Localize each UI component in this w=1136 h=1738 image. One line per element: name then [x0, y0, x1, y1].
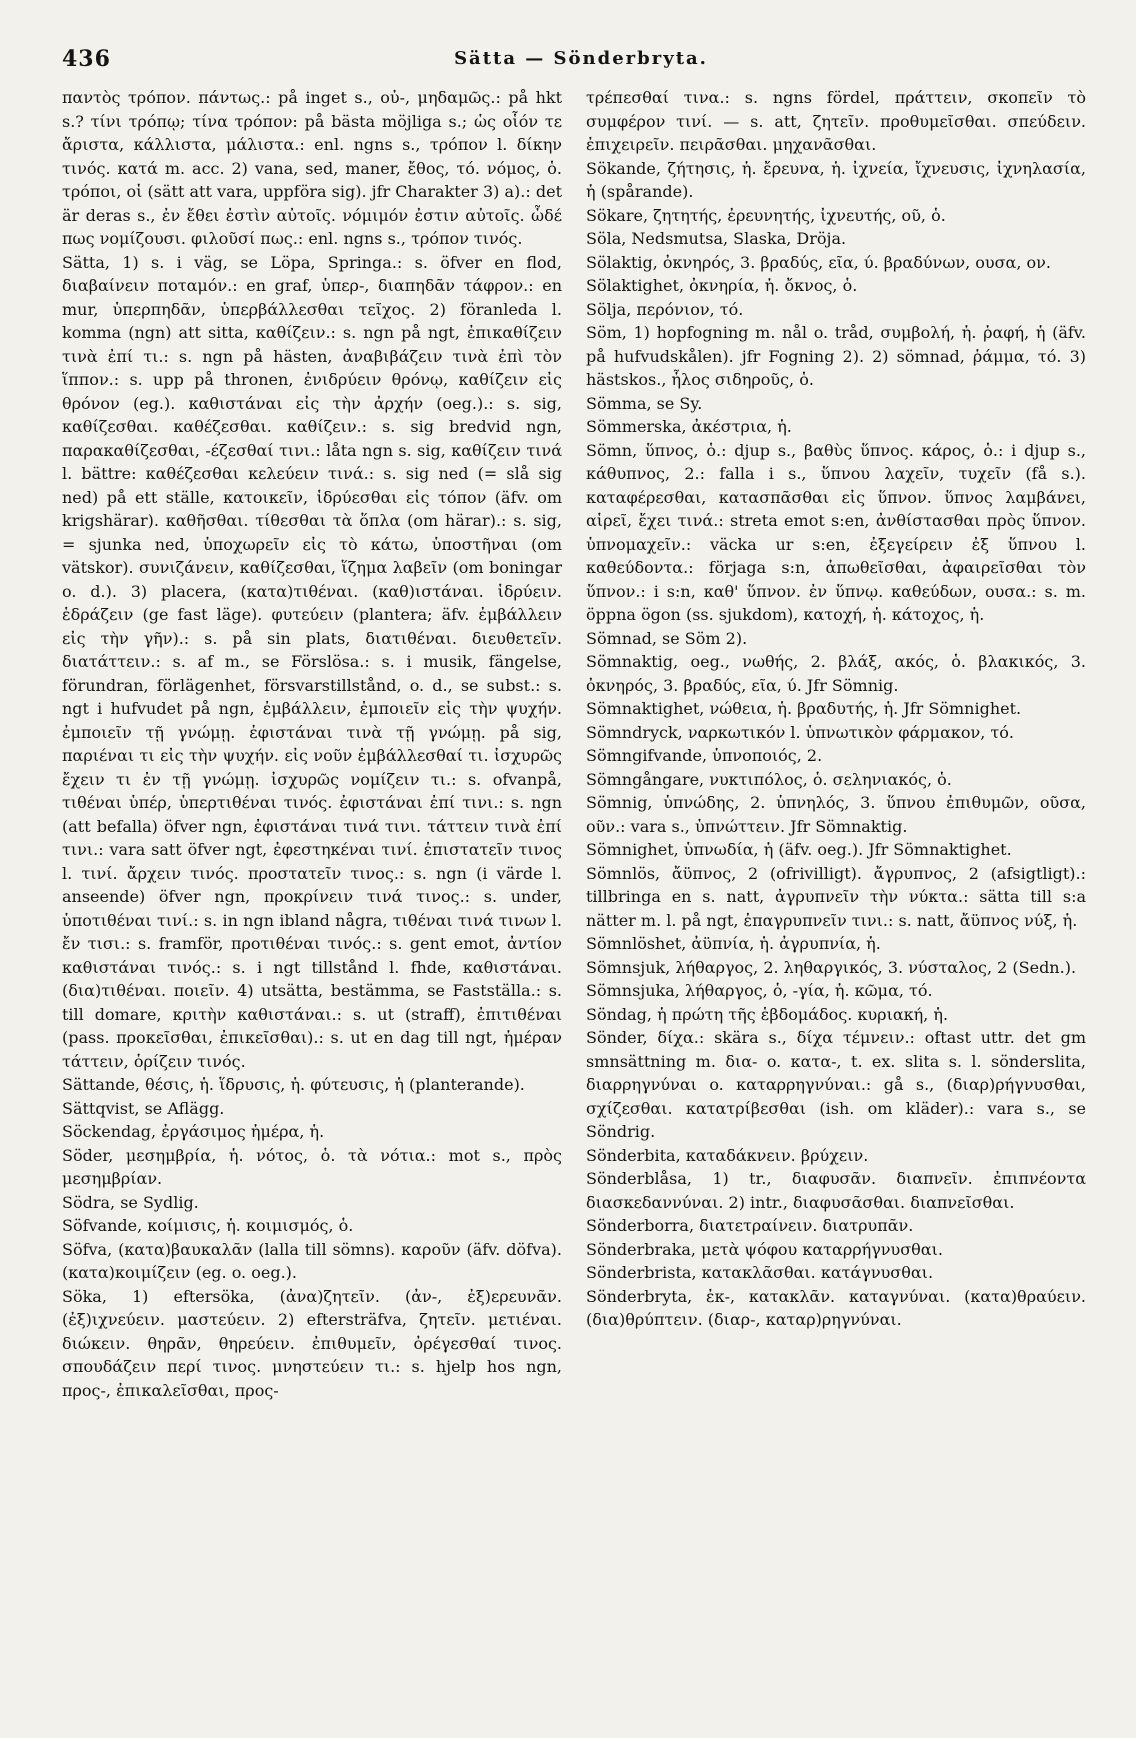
dictionary-entry: Sönderbrista, κατακλᾶσθαι. κατάγνυσθαι.	[586, 1263, 934, 1282]
dictionary-entry: Sömma, se Sy.	[586, 393, 703, 413]
dictionary-entry: Sömnlöshet, ἀϋπνία, ἡ. ἀγρυπνία, ἡ.	[586, 934, 881, 953]
left-column	[62, 86, 562, 1402]
dictionary-entry: Sömndryck, ναρκωτικόν l. ὑπνωτικὸν φάρμακον, τό.	[586, 722, 1014, 742]
dictionary-entry: Söckendag, ἐργάσιμος ἡμέρα, ἡ.	[62, 1122, 325, 1141]
dictionary-entry: Sönderblåsa, 1) tr., διαφυσᾶν. διαπνεῖν. ἐπιπνέοντα διασκεδαννύναι. 2) intr., διαφυσᾶσθαι. διαπνεῖσθαι.	[586, 1169, 1086, 1212]
dictionary-entry: τρέπεσθαί τινα.: s. ngns fördel, πράττειν, σκοπεῖν τὸ συμφέρον τινί. — s. att, ζητεῖν. προθυμεῖσθαι. σπεύδειν. ἐπιχειρεῖν. πειρᾶσθαι. μηχανᾶσθαι.	[586, 88, 1086, 154]
dictionary-entry: Sätta, 1) s. i väg, se Löpa, Springa.: s. öfver en flod, διαβαίνειν ποταμόν.: en graf, ὑπερ-, διαπηδᾶν τάφρον.: en mur, ὑπερπηδᾶν, ὑπερβάλλεσθαι τεῖχος. 2) föranleda l. komma (ngn) att sitta, καθίζειν.: s. ngn på ngt, ἐπικαθίζειν τινὰ ἐπί τι.: s. ngn på hästen, ἀναβιβάζειν τινὰ ἐπὶ τὸν ἵππον.: s. upp på thronen, ἐνιδρύειν θρόνῳ, καθίζειν εἰς θρόνον (eg.). καθιστάναι εἰς τὴν ἀρχήν (oeg.).: s. sig, καθίζεσθαι. καθέζεσθαι. καθίζειν.: s. sig bredvid ngn, παρακαθίζεσθαι, -έζεσθαί τινι.: låta ngn s. sig, καθίζειν τινά l. bättre: καθέζεσθαι κελεύειν τινά.: s. sig ned (= slå sig ned) på ett ställe, κατοικεῖν, ἱδρύεσθαι εἰς τόπον (äfv. om krigshärar). καθῆσθαι. τίθεσθαι τὰ ὅπλα (om härar).: s. sig, = sjunka ned, ὑποχωρεῖν εἰς τὸ κάτω, ὑποστῆναι (om vätskor). συνιζάνειν, καθίζεσθαι, ἵζημα λαβεῖν (om boningar o. d.). 3) placera, (κατα)τιθέναι. (καθ)ιστάναι. ἱδρύειν. ἑδράζειν (ge fast läge). φυτεύειν (plantera; äfv. ἐμβάλλειν εἰς τὴν γῆν).: s. på sin plats, διατιθέναι. διευθετεῖν. διατάττειν.: s. af m., se Förslösa.: s. i musik, fängelse, förundran, förlägenhet, försvarstillstånd, o. d., se subst.: s. ngt i hufvudet på ngn, ἐμβάλλειν, ἐμποιεῖν εἰς τὴν ψυχήν. ἐμποιεῖν τῇ γνώμῃ. ἐφιστάναι τινὰ τῇ γνώμῃ. på sig, παριέναι τι εἰς τὴν ψυχήν. εἰς νοῦν ἐμβάλλεσθαί τι. ἰσχυρῶς ἔχειν τι ἐν τῇ γνώμῃ. ἰσχυρῶς νομίζειν τι.: s. ofvanpå, τιθέναι ὑπέρ, ὑπερτιθέναι τινός. ἐφιστάναι ἐπί τινι.: s. ngn (att befalla) öfver ngn, ἐφιστάναι τινά τινι. τάττειν τινὰ ἐπί τινι.: vara satt öfver ngt, ἐφεστηκέναι τινί. ἐπιστατεῖν τινος l. τινί. ἄρχειν τινός. προστατεῖν τινος.: s. ngn (i värde l. anseende) öfver ngn, προκρίνειν τινά τινος.: s. under, ὑποτιθέναι τινί.: s. in ngn ibland några, τιθέναι τινά τινων l. ἔν τισι.: s. framför, προτιθέναι τινός.: s. gent emot, ἀντίον καθιστάναι τινός.: s. i ngt tillstånd l. fhde, καθιστάναι. (δια)τιθέναι. ποιεῖν. 4) utsätta, bestämma, se Fastställa.: s. till domare, κριτὴν καθιστάναι.: s. ut (straff), ἐπιτιθέναι (pass. προκεῖσθαι, ἐπικεῖσθαι).: s. ut en dag till ngt, ἡμέραν τάττειν, ὁρίζειν τινός.	[62, 252, 562, 1071]
dictionary-entry: Sömnad, se Söm 2).	[586, 628, 748, 648]
dictionary-entry: Sönderborra, διατετραίνειν. διατρυπᾶν.	[586, 1216, 914, 1235]
dictionary-entry: Söndag, ἡ πρώτη τῆς ἑβδομάδος. κυριακή, ἡ.	[586, 1004, 949, 1024]
dictionary-entry: Sömnsjuk, λήθαργος, 2. ληθαργικός, 3. νύσταλος, 2 (Sedn.).	[586, 957, 1077, 977]
dictionary-entry: Söfvande, κοίμισις, ἡ. κοιμισμός, ὁ.	[62, 1216, 354, 1235]
page-number: 436	[62, 46, 111, 72]
dictionary-entry: Sökare, ζητητής, ἐρευνητής, ἰχνευτής, οῦ, ὁ.	[586, 205, 946, 225]
dictionary-entry: Söla, Nedsmutsa, Slaska, Dröja.	[586, 229, 847, 248]
right-column	[586, 86, 1086, 1402]
dictionary-entry: Sömn, ὕπνος, ὁ.: djup s., βαθὺς ὕπνος. κάρος, ὁ.: i djup s., κάθυπνος, 2.: falla i s., ὕπνου λαχεῖν, τυχεῖν (få s.). καταφέρεσθαι, κατασπᾶσθαι εἰς ὕπνον. ὕπνος λαμβάνει, αἱρεῖ, ἔχει τινά.: streta emot s:en, ἀνθίστασθαι πρὸς ὕπνον. ὑπνομαχεῖν.: väcka ur s:en, ἐξεγείρειν ἐξ ὕπνου l. καθεύδοντα.: förjaga s:n, ἀπωθεῖσθαι, ἀφαιρεῖσθαι τὸν ὕπνον.: i s:n, καθ' ὕπνον. ἐν ὕπνῳ. καθεύδων, ουσα.: s. m. öppna ögon (ss. sjukdom), κατοχή, ἡ. κάτοχος, ἡ.	[586, 440, 1086, 624]
dictionary-entry: Sömngångare, νυκτιπόλος, ὁ. σεληνιακός, ὁ.	[586, 769, 952, 789]
dictionary-entry: Sönder, δίχα.: skära s., δίχα τέμνειν.: oftast uttr. det gm smnsättning m. δια- o. κατα-, t. ex. slita s. l. sönderslita, διαρρηγνύναι o. καταρρηγνύναι.: gå s., (διαρ)ρήγνυσθαι, σχίζεσθαι. κατατρίβεσθαι (ish. om kläder).: vara s., se Söndrig.	[586, 1028, 1086, 1141]
dictionary-entry: Sömnig, ὑπνώδης, 2. ὑπνηλός, 3. ὕπνου ἐπιθυμῶν, οῦσα, οῦν.: vara s., ὑπνώττειν. Jfr Sömnaktig.	[586, 793, 1086, 836]
dictionary-entry: Sömngifvande, ὑπνοποιός, 2.	[586, 746, 823, 765]
dictionary-entry: Sönderbita, καταδάκνειν. βρύχειν.	[586, 1145, 869, 1165]
dictionary-entry: Sökande, ζήτησις, ἡ. ἔρευνα, ἡ. ἰχνεία, ἴχνευσις, ἰχνηλασία, ἡ (spårande).	[586, 158, 1086, 201]
dictionary-entry: Sömnsjuka, λήθαργος, ὁ, -γία, ἡ. κῶμα, τό.	[586, 981, 933, 1000]
dictionary-entry: Södra, se Sydlig.	[62, 1192, 199, 1212]
text-columns	[62, 86, 1100, 1402]
dictionary-entry: Sömnaktig, oeg., νωθής, 2. βλάξ, ακός, ὁ. βλακικός, 3. ὀκνηρός, 3. βραδύς, εῖα, ύ. Jfr Sömnig.	[586, 652, 1086, 695]
dictionary-entry: Sömnighet, ὑπνωδία, ἡ (äfv. oeg.). Jfr Sömnaktighet.	[586, 840, 1012, 859]
dictionary-entry: Sömmerska, ἀκέστρια, ἡ.	[586, 417, 792, 436]
dictionary-entry: Sättande, θέσις, ἡ. ἵδρυσις, ἡ. φύτευσις, ἡ (planterande).	[62, 1075, 525, 1094]
dictionary-entry: Sölaktig, ὀκνηρός, 3. βραδύς, εῖα, ύ. βραδύνων, ουσα, ον.	[586, 252, 1051, 272]
dictionary-entry: παντὸς τρόπον. πάντως.: på inget s., οὐ-, μηδαμῶς.: på hkt s.? τίνι τρόπῳ; τίνα τρόπον: på bästa möjliga s.; ὡς οἷόν τε ἄριστα, κάλλιστα, μάλιστα.: enl. ngns s., τρόπον l. δίκην τινός. κατά m. acc. 2) vana, sed, maner, ἔθος, τό. νόμος, ὁ. τρόποι, οἱ (sätt att vara, uppföra sig). jfr Charakter 3) a).: det är deras s., ἐν ἔθει ἐστὶν αὐτοῖς. νόμιμόν ἐστιν αὐτοῖς. ὧδέ πως νομίζουσι. φιλοῦσί πως.: enl. ngns s., τρόπον τινός.	[62, 88, 562, 248]
dictionary-entry: Sömnlös, ἄϋπνος, 2 (ofrivilligt). ἄγρυπνος, 2 (afsigtligt).: tillbringa en s. natt, ἀγρυπνεῖν τὴν νύκτα.: sätta till s:a nätter m. l. på ngt, ἐπαγρυπνεῖν τινι.: s. natt, ἄϋπνος νύξ, ἡ.	[586, 863, 1086, 930]
dictionary-entry: Söfva, (κατα)βαυκαλᾶν (lalla till sömns). καρoῦν (äfv. döfva). (κατα)κοιμίζειν (eg. o. oeg.).	[62, 1239, 562, 1282]
dictionary-entry: Söka, 1) eftersöka, (ἀνα)ζητεῖν. (ἀν-, ἐξ)ερευνᾶν. (ἐξ)ιχνεύειν. μαστεύειν. 2) eftersträfva, ζητεῖν. μετιέναι. διώκειν. θηρᾶν, θηρεύειν. ἐπιθυμεῖν, ὀρέγεσθαί τινος. σπουδάζειν περί τινος. μνηστεύειν τι.: s. hjelp hos ngn, προς-, ἐπικαλεῖσθαι, προς-	[62, 1286, 562, 1400]
dictionary-entry: Söder, μεσημβρία, ἡ. νότος, ὁ. τὰ νότια.: mot s., πρὸς μεσημβρίαν.	[62, 1145, 562, 1188]
page-header	[62, 40, 1100, 80]
dictionary-entry: Sönderbraka, μετὰ ψόφου καταρρήγνυσθαι.	[586, 1239, 943, 1259]
dictionary-entry: Sölaktighet, ὀκνηρία, ἡ. ὄκνος, ὁ.	[586, 276, 858, 295]
dictionary-entry: Sättqvist, se Aflägg.	[62, 1098, 225, 1118]
dictionary-entry: Sölja, περόνιον, τό.	[586, 299, 744, 319]
running-head: Sätta — Sönderbryta.	[454, 48, 708, 69]
dictionary-entry: Sömnaktighet, νώθεια, ἡ. βραδυτής, ἡ. Jfr Sömnighet.	[586, 699, 1022, 718]
dictionary-entry: Söm, 1) hopfogning m. nål o. tråd, συμβολή, ἡ. ῥαφή, ἡ (äfv. på hufvudskålen). jfr Fogning 2). 2) sömnad, ῥάμμα, τό. 3) hästskos., ἧλος σιδηροῦς, ὁ.	[586, 323, 1086, 389]
dictionary-entry: Sönderbryta, ἐκ-, κατακλᾶν. καταγνύναι. (κατα)θραύειν. (δια)θρύπτειν. (διαρ-, καταρ)ρηγνύναι.	[586, 1286, 1086, 1329]
